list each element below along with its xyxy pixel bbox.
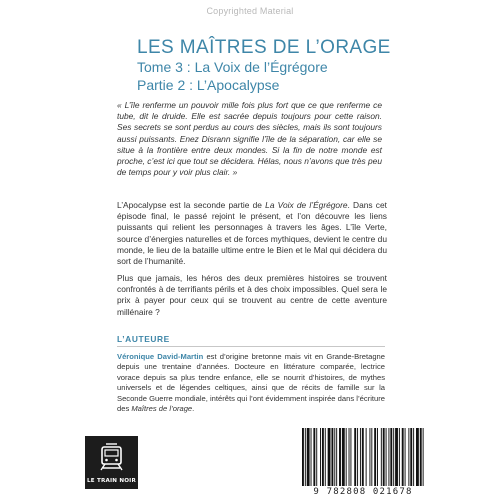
- synopsis-paragraph-1: [117, 200, 387, 267]
- barcode-bar: [362, 428, 364, 486]
- author-bio-end: .: [192, 404, 195, 414]
- author-bio: [117, 352, 385, 414]
- part-subtitle: Partie 2 : L’Apocalypse: [137, 77, 280, 93]
- barcode-bar: [388, 428, 389, 486]
- barcode-bar: [360, 428, 361, 486]
- barcode-bar: [339, 428, 341, 486]
- barcode-bar: [346, 428, 347, 486]
- barcode-bar: [374, 428, 376, 486]
- excerpt-quote: « L’île renferme un pouvoir mille fois plus fort que ce que renferme ce tube, dit le druide. Elle est sacrée depuis toujours pour cette raison. Ses secrets se sont perdus au cours des siècles, mais ils sont toujours aussi puissants. Enez Disrann signifie l’île de la séparation, car elle se situe à la frontière entre deux mondes. Si la fin de notre monde est proche, c’est ici que tout se décidera. Hélas, nous n’avons que très peu de temps pour y voir plus clair. »: [117, 100, 382, 178]
- synopsis-text: L’Apocalypse est la seconde partie de: [117, 200, 266, 210]
- author-bio-text: est d’origine bretonne mais vit en Grande-Bretagne depuis une trentaine d’années. Docteure en littérature comparée, lectrice vorace depuis sa plus tendre enfance, elle se nourrit d’histoires, de mythes universels et de légendes celtiques, ainsi que de récits de famille sur la Seconde Guerre mondiale, intérêts qui l’ont évidemment inspirée dans l’écriture des: [117, 352, 385, 414]
- barcode-bar: [395, 428, 398, 486]
- train-icon: [98, 442, 125, 472]
- barcode-bar: [328, 428, 331, 486]
- barcode-bar: [383, 428, 385, 486]
- synopsis-paragraph-2: Plus que jamais, les héros des deux premières histoires se trouvent confrontés à de terrifiants périls et à des choix impossibles. Quel sera le prix à payer pour ceux qui se trouvent au centre de cette aventure millénaire ?: [117, 273, 387, 317]
- barcode-bar: [302, 428, 304, 486]
- author-name: Véronique David-Martin: [117, 352, 204, 361]
- barcode-bar: [336, 428, 337, 486]
- author-heading: L’AUTEURE: [117, 334, 170, 344]
- barcode-bar: [377, 428, 378, 486]
- barcode-bar: [313, 428, 315, 486]
- barcode-bar: [405, 428, 406, 486]
- barcode-bar: [423, 428, 424, 486]
- barcode-bar: [354, 428, 356, 486]
- barcode-bar: [366, 428, 367, 486]
- barcode-bar: [305, 428, 306, 486]
- barcode-bar: [342, 428, 345, 486]
- barcode-bar: [381, 428, 382, 486]
- isbn-digits: 9 782808 021678: [313, 487, 413, 497]
- barcode-bar: [413, 428, 414, 486]
- barcode-bar: [393, 428, 394, 486]
- barcode-bar: [420, 428, 422, 486]
- synopsis-text: . Dans cet épisode final, le passé rejoint le présent, et l’on découvre les liens puissants qui relient les personnages à travers les âges. L’île Verte, source d’énergies naturelles et de forces mythiques, devient le centre du monde, le lieu de la bataille ultime entre le Bien et le Mal qui décidera du sort de l’humanité.: [117, 200, 387, 267]
- series-name-italic: La Voix de l’Égrégore: [265, 200, 348, 210]
- barcode-bar: [399, 428, 400, 486]
- barcode-bar: [371, 428, 372, 486]
- barcode-bar: [325, 428, 326, 486]
- book-title: LES MAÎTRES DE L’ORAGE: [137, 37, 391, 58]
- barcode-bar: [350, 428, 351, 486]
- barcode-bar: [369, 428, 370, 486]
- barcode-bar: [320, 428, 321, 486]
- barcode-bar: [311, 428, 312, 486]
- barcode-bar: [386, 428, 387, 486]
- publisher-name: LE TRAIN NOIR: [87, 478, 136, 484]
- isbn-barcode: [300, 428, 426, 486]
- volume-subtitle: Tome 3 : La Voix de l’Égrégore: [137, 59, 328, 75]
- barcode-bar: [331, 428, 333, 486]
- barcode-bar: [390, 428, 392, 486]
- publisher-logo: [85, 436, 138, 489]
- copyright-watermark: Copyrighted Material: [206, 6, 294, 16]
- barcode-bar: [416, 428, 419, 486]
- barcode-bar: [349, 428, 350, 486]
- barcode-bar: [357, 428, 358, 486]
- barcode-bar: [402, 428, 404, 486]
- barcode-bar: [334, 428, 335, 486]
- barcode-bar: [322, 428, 324, 486]
- barcode-bar: [316, 428, 317, 486]
- barcode-bar: [410, 428, 412, 486]
- barcode-bar: [307, 428, 310, 486]
- series-name-italic: Maîtres de l’orage: [131, 404, 193, 414]
- author-divider: [117, 346, 385, 347]
- barcode-bar: [408, 428, 409, 486]
